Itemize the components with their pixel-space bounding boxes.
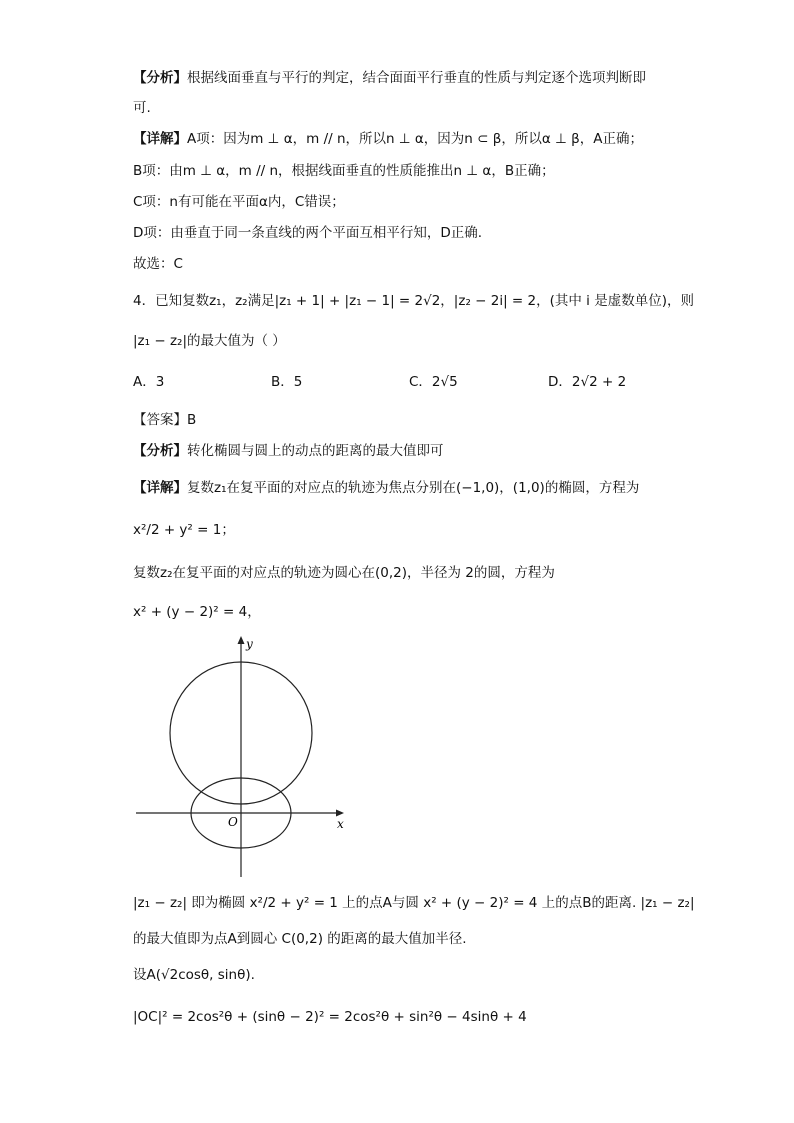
q4-after-line-4: |OC|² = 2cos²θ + (sinθ − 2)² = 2cos²θ + sin²θ − 4sinθ + 4 [133, 1009, 527, 1025]
q4-stem-line-2: |z₁ − z₂|的最大值为（ ） [133, 333, 286, 349]
detail-tag: 【详解】 [133, 480, 187, 496]
q4-option-c: C．2√5 [409, 374, 458, 390]
q3-analysis-text: 根据线面垂直与平行的判定，结合面面平行垂直的性质与判定逐个选项判断即 [187, 70, 646, 86]
origin-label: O [228, 815, 238, 829]
q4-analysis-line [133, 441, 444, 461]
analysis-tag: 【分析】 [133, 443, 187, 459]
q3-line-c: C项：n有可能在平面α内，C错误； [133, 194, 345, 210]
y-axis-arrow [238, 636, 245, 644]
q4-option-a: A．3 [133, 374, 165, 390]
x-axis-arrow [336, 810, 344, 817]
q3-choice: 故选：C [133, 256, 183, 272]
q4-eq-circle: x² + (y − 2)² = 4， [133, 604, 261, 620]
q4-stem-line-1: 4．已知复数z₁，z₂满足|z₁ + 1| + |z₁ − 1| = 2√2，|z₂ − 2i| = 2，(其中 i 是虚数单位)，则 [133, 293, 694, 309]
q4-after-line-3: 设A(√2cosθ, sinθ). [133, 967, 255, 983]
q3-line-b: B项：由m ⊥ α，m // n，根据线面垂直的性质能推出n ⊥ α，B正确； [133, 163, 555, 179]
q3-analysis-cont: 可. [133, 100, 151, 116]
q4-detail-line-1 [133, 478, 639, 498]
q4-after-line-2: 的最大值即为点A到圆心 C(0,2) 的距离的最大值加半径. [133, 931, 467, 947]
analysis-tag: 【分析】 [133, 70, 187, 86]
x-axis-label: x [337, 817, 344, 831]
ellipse-circle-figure [130, 630, 360, 885]
q4-eq-ellipse: x²/2 + y² = 1； [133, 522, 235, 538]
q4-analysis-text: 转化椭圆与圆上的动点的距离的最大值即可 [187, 443, 444, 459]
q4-detail-text-1: 复数z₁在复平面的对应点的轨迹为焦点分别在(−1,0)，(1,0)的椭圆，方程为 [187, 480, 640, 496]
q4-detail-line-2: 复数z₂在复平面的对应点的轨迹为圆心在(0,2)，半径为 2的圆，方程为 [133, 565, 555, 581]
q3-line-d: D项：由垂直于同一条直线的两个平面互相平行知，D正确. [133, 225, 483, 241]
y-axis-label: y [246, 637, 253, 651]
q4-after-line-1: |z₁ − z₂| 即为椭圆 x²/2 + y² = 1 上的点A与圆 x² + (y − 2)² = 4 上的点B的距离. |z₁ − z₂| [133, 895, 695, 911]
q3-analysis-line [133, 68, 646, 88]
q4-option-b: B．5 [271, 374, 303, 390]
detail-tag: 【详解】 [133, 131, 187, 147]
q3-line-a: A项：因为m ⊥ α，m // n，所以n ⊥ α，因为n ⊂ β，所以α ⊥ β，A正确； [187, 131, 643, 147]
q4-option-d: D．2√2 + 2 [548, 374, 627, 390]
q4-answer: 【答案】B [133, 412, 197, 428]
q3-detail-line-a [133, 129, 643, 149]
